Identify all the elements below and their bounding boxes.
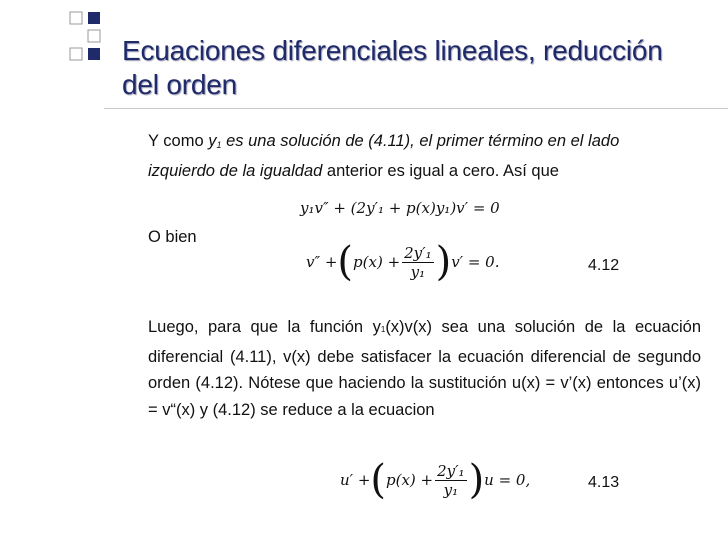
intro-text-b: anterior es igual a cero. Así que <box>322 162 559 180</box>
slide-title-line-2: del orden <box>122 69 237 100</box>
eq3-px: p(x) + <box>386 471 434 489</box>
intro-var-subscript: 1 <box>216 140 222 150</box>
eq2-fraction <box>402 244 433 281</box>
equation-number-4-13: 4.13 <box>588 474 620 491</box>
equation-1: y₁v″ + (2y′₁ + p(x)y₁)v′ = 0 <box>300 199 500 217</box>
eq2-open-paren: ( <box>337 239 354 285</box>
o-bien-text: O bien <box>148 228 197 246</box>
slide-title-line-1: Ecuaciones diferenciales lineales, reducción <box>122 35 663 66</box>
intro-text-a: Y como <box>148 132 209 150</box>
paragraph-body <box>148 314 701 423</box>
decor-square-filled-2 <box>88 48 100 60</box>
eq3-numerator: 2y′₁ <box>437 461 465 480</box>
eq3-close-paren: ) <box>468 457 485 503</box>
decor-square-outline-3 <box>70 48 82 60</box>
decor-square-outline-1 <box>70 12 82 24</box>
equation-3 <box>340 457 531 503</box>
title-divider <box>104 108 728 109</box>
decor-square-outline-2 <box>88 30 100 42</box>
eq3-denominator: y₁ <box>443 480 459 499</box>
eq2-lhs: v″ + <box>306 253 338 271</box>
body-subscript: 1 <box>380 325 386 334</box>
equation-number-4-12: 4.12 <box>588 257 620 274</box>
paragraph-intro <box>148 128 713 184</box>
eq3-fraction <box>435 462 466 499</box>
eq3-open-paren: ( <box>370 457 387 503</box>
eq3-rhs: u = 0, <box>484 471 531 489</box>
body-text-a: Luego, para que la función y <box>148 318 381 336</box>
equation-2 <box>306 239 500 285</box>
intro-var-y: y <box>208 132 217 150</box>
eq2-numerator: 2y′₁ <box>404 243 432 262</box>
eq2-px: p(x) + <box>353 253 401 271</box>
intro-text-italic-b: izquierdo de la igualdad <box>148 162 323 180</box>
eq3-lhs: u′ + <box>340 471 371 489</box>
body-text-b: (x)v(x) sea una solución de la ecuación diferencial (4.11), v(x) debe satisfacer la ecuación diferencial de segundo orden (4.12). Nótese que haciendo la sustitución u(x) = v’(x) entonces u’(x) = v“(x) y (4.12) se reduce a la ecuacion <box>148 318 701 419</box>
eq2-denominator: y₁ <box>410 262 426 281</box>
eq2-close-paren: ) <box>435 239 452 285</box>
intro-text-italic-a: es una solución de (4.11), el primer término en el lado <box>221 132 620 150</box>
eq2-rhs: v′ = 0. <box>451 253 500 271</box>
slide-title <box>122 34 722 102</box>
decor-square-filled-1 <box>88 12 100 24</box>
corner-decoration <box>0 0 120 110</box>
